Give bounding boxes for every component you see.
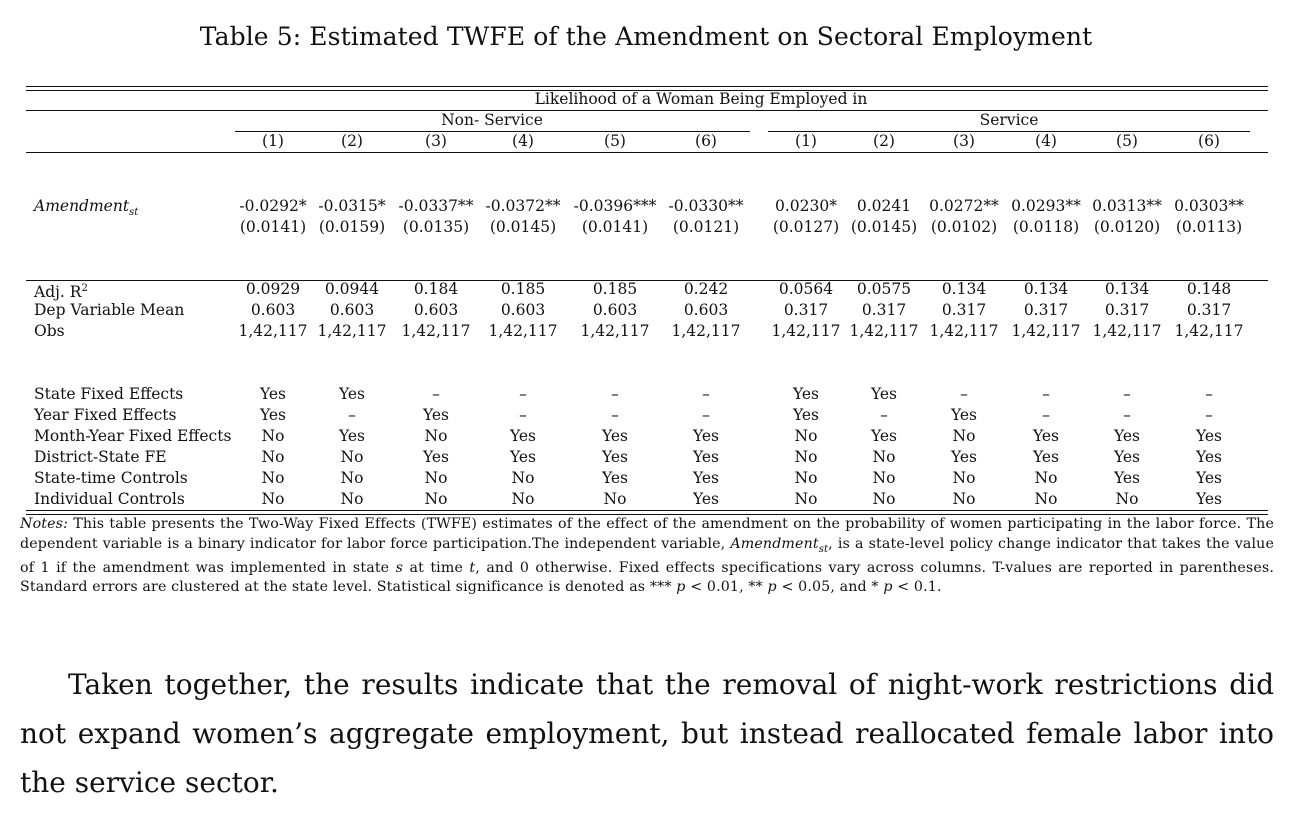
table-cell: No: [340, 469, 364, 487]
table-cell: Yes: [950, 406, 978, 424]
table-cell: No: [794, 490, 818, 508]
table-cell: No: [261, 490, 285, 508]
table-cell: No: [261, 427, 285, 445]
adj-r2-label-superscript: 2: [81, 283, 88, 294]
table-cell: –: [1123, 406, 1131, 424]
table-cell: No: [424, 427, 448, 445]
table-cell: No: [424, 469, 448, 487]
table-cell: 0.0929: [245, 280, 301, 298]
table-cell: 1,42,117: [671, 322, 741, 340]
table-cell: Yes: [692, 490, 720, 508]
table-cell: No: [603, 490, 627, 508]
table-cell: -0.0330**: [668, 197, 744, 215]
table-cell: 0.185: [592, 280, 638, 298]
table-cell: Yes: [338, 385, 366, 403]
table-cell: (0.0118): [1012, 218, 1080, 236]
state-fe-label: State Fixed Effects: [34, 385, 184, 403]
dep-mean-label: Dep Variable Mean: [34, 301, 185, 319]
table-cell: –: [1205, 406, 1213, 424]
table-cell: 0.603: [500, 301, 546, 319]
column-number: (3): [425, 132, 447, 150]
column-number: (4): [512, 132, 534, 150]
table-cell: No: [1034, 469, 1058, 487]
table-cell: 0.317: [941, 301, 987, 319]
adj-r2-label-text: Adj. R: [34, 283, 82, 302]
table-cell: (0.0121): [672, 218, 740, 236]
table-cell: Yes: [1113, 469, 1141, 487]
table-cell: –: [611, 385, 619, 403]
table-cell: 0.317: [1104, 301, 1150, 319]
column-number: (6): [695, 132, 717, 150]
table-cell: Yes: [509, 448, 537, 466]
table-cell: 0.317: [861, 301, 907, 319]
table-cell: 0.0313**: [1092, 197, 1162, 215]
table-caption: Table 5: Estimated TWFE of the Amendment on Sectoral Employment: [199, 22, 1093, 51]
table-cell: 1,42,117: [1092, 322, 1162, 340]
header-rule: [26, 110, 1268, 111]
table-cell: Yes: [950, 448, 978, 466]
bottom-rule: [26, 510, 1268, 511]
table-cell: Yes: [422, 406, 450, 424]
table-cell: Yes: [1195, 448, 1223, 466]
table-cell: Yes: [601, 469, 629, 487]
table-cell: 0.134: [1104, 280, 1150, 298]
table-cell: (0.0141): [239, 218, 307, 236]
table-cell: Yes: [259, 406, 287, 424]
table-cell: No: [511, 469, 535, 487]
table-cell: No: [261, 469, 285, 487]
notes-t: t: [469, 559, 476, 576]
adj-r2-label: [34, 280, 88, 301]
table-cell: (0.0145): [850, 218, 918, 236]
notes-text-4: , and 0 otherwise. Fixed effects specifications vary across columns. T-values are reported in parentheses. Standard errors are clustered at the state level. Statistical significance is denoted as ***: [20, 559, 1274, 596]
table-cell: 0.603: [413, 301, 459, 319]
table-cell: 0.0944: [324, 280, 380, 298]
table-cell: 1,42,117: [401, 322, 471, 340]
notes-lvl3: < 0.1.: [892, 579, 942, 596]
table-cell: 0.317: [1023, 301, 1069, 319]
table-cell: No: [340, 490, 364, 508]
table-cell: Yes: [1032, 427, 1060, 445]
column-number: (3): [953, 132, 975, 150]
table-cell: 0.0272**: [929, 197, 999, 215]
table-cell: No: [261, 448, 285, 466]
table-cell: (0.0159): [318, 218, 386, 236]
group-rule-nonservice: [235, 131, 750, 132]
year-fe-label: Year Fixed Effects: [34, 406, 177, 424]
table-cell: 0.185: [500, 280, 546, 298]
table-cell: –: [960, 385, 968, 403]
table-cell: 0.603: [329, 301, 375, 319]
table-cell: (0.0127): [772, 218, 840, 236]
column-number: (4): [1035, 132, 1057, 150]
top-rule: [26, 86, 1268, 87]
table-cell: 0.148: [1186, 280, 1232, 298]
notes-s: s: [395, 559, 404, 576]
table-cell: Yes: [422, 448, 450, 466]
table-cell: Yes: [792, 385, 820, 403]
table-cell: 0.134: [941, 280, 987, 298]
table-cell: No: [952, 427, 976, 445]
column-number: (2): [341, 132, 363, 150]
table-cell: Yes: [792, 406, 820, 424]
table-cell: 0.603: [683, 301, 729, 319]
table-cell: –: [519, 406, 527, 424]
table-cell: 0.0293**: [1011, 197, 1081, 215]
notes-p2: p: [767, 579, 777, 596]
amendment-label-subscript: st: [129, 207, 139, 219]
column-number: (5): [1116, 132, 1138, 150]
table-cell: Yes: [509, 427, 537, 445]
notes-text-1: This table presents the Two-Way Fixed Effects (TWFE) estimates of the effect of the amendment on the probability of women participating in the labor force. The dependent variable is a binary indicator for labor force participation.The independent variable,: [20, 516, 1274, 552]
table-cell: -0.0315*: [318, 197, 386, 215]
table-cell: Yes: [1032, 448, 1060, 466]
state-time-controls-label: State-time Controls: [34, 469, 188, 487]
table-cell: 1,42,117: [849, 322, 919, 340]
table-cell: No: [1115, 490, 1139, 508]
column-number: (1): [262, 132, 284, 150]
table-cell: –: [1205, 385, 1213, 403]
table-cell: No: [872, 448, 896, 466]
table-cell: –: [702, 385, 710, 403]
body-paragraph: Taken together, the results indicate that the removal of night-work restrictions did not expand women’s aggregate employment, but instead reallocated female labor into the service sector.: [20, 668, 1274, 799]
table-cell: No: [794, 469, 818, 487]
column-number: (5): [604, 132, 626, 150]
month-year-fe-label: Month-Year Fixed Effects: [34, 427, 232, 445]
notes-lvl1: < 0.01, **: [685, 579, 768, 596]
table-cell: 1,42,117: [771, 322, 841, 340]
table-cell: No: [794, 448, 818, 466]
column-number: (2): [873, 132, 895, 150]
column-number: (1): [795, 132, 817, 150]
table-cell: No: [1034, 490, 1058, 508]
notes-var-sub: st: [818, 543, 829, 555]
table-cell: (0.0113): [1175, 218, 1243, 236]
table-cell: No: [340, 448, 364, 466]
table-cell: No: [424, 490, 448, 508]
table-cell: No: [794, 427, 818, 445]
table-cell: 1,42,117: [580, 322, 650, 340]
table-cell: 1,42,117: [1174, 322, 1244, 340]
table-cell: 0.242: [683, 280, 729, 298]
table-cell: 0.0575: [856, 280, 912, 298]
table-cell: –: [348, 406, 356, 424]
table-cell: (0.0141): [581, 218, 649, 236]
table-cell: -0.0337**: [398, 197, 474, 215]
table-cell: Yes: [692, 448, 720, 466]
table-cell: -0.0292*: [239, 197, 307, 215]
notes-label: Notes:: [20, 516, 69, 532]
table-cell: Yes: [870, 427, 898, 445]
table-cell: Yes: [1113, 427, 1141, 445]
table-cell: No: [872, 469, 896, 487]
table-cell: –: [519, 385, 527, 403]
table-cell: 0.603: [592, 301, 638, 319]
table-cell: Yes: [870, 385, 898, 403]
group-rule-service: [768, 131, 1250, 132]
table-cell: –: [880, 406, 888, 424]
table-cell: 0.317: [1186, 301, 1232, 319]
table-cell: No: [952, 469, 976, 487]
table-cell: –: [1042, 406, 1050, 424]
notes-lvl2: < 0.05, and *: [776, 579, 884, 596]
table-cell: 0.0564: [778, 280, 834, 298]
table-cell: 0.603: [250, 301, 296, 319]
table-cell: (0.0145): [489, 218, 557, 236]
table-cell: Yes: [692, 469, 720, 487]
individual-controls-label: Individual Controls: [34, 490, 185, 508]
group-nonservice: Non- Service: [441, 111, 543, 129]
table-cell: No: [872, 490, 896, 508]
group-service: Service: [979, 111, 1039, 129]
table-cell: Yes: [1195, 427, 1223, 445]
table-cell: Yes: [692, 427, 720, 445]
table-cell: Yes: [601, 448, 629, 466]
table-cell: Yes: [601, 427, 629, 445]
notes-var-name: Amendment: [730, 535, 819, 552]
table-cell: -0.0396***: [573, 197, 657, 215]
table-cell: 1,42,117: [1011, 322, 1081, 340]
notes-text-3: at time: [403, 559, 470, 576]
table-cell: -0.0372**: [485, 197, 561, 215]
table-cell: No: [511, 490, 535, 508]
table-notes: [20, 515, 1274, 598]
header-top: Likelihood of a Woman Being Employed in: [534, 90, 868, 108]
table-cell: No: [952, 490, 976, 508]
table-cell: Yes: [1113, 448, 1141, 466]
table-cell: –: [611, 406, 619, 424]
table-cell: 1,42,117: [317, 322, 387, 340]
table-cell: –: [1042, 385, 1050, 403]
amendment-label: [34, 197, 138, 222]
obs-label: Obs: [34, 322, 65, 340]
table-cell: 0.0230*: [775, 197, 837, 215]
table-cell: 0.184: [413, 280, 459, 298]
column-number: (6): [1198, 132, 1220, 150]
table-cell: 0.0241: [856, 197, 912, 215]
table-cell: Yes: [1195, 490, 1223, 508]
table-cell: –: [432, 385, 440, 403]
table-cell: Yes: [259, 385, 287, 403]
table-cell: Yes: [338, 427, 366, 445]
table-cell: 0.134: [1023, 280, 1069, 298]
table-cell: 1,42,117: [488, 322, 558, 340]
notes-p3: p: [883, 579, 893, 596]
district-state-fe-label: District-State FE: [34, 448, 167, 466]
notes-text-2: , is a state-level policy change indicator that takes the value of 1 if the amendment was implemented in state: [20, 535, 1274, 576]
header-bottom-rule: [26, 152, 1268, 153]
stats-rule: [26, 280, 1268, 281]
table-cell: –: [1123, 385, 1131, 403]
table-cell: (0.0120): [1093, 218, 1161, 236]
table-cell: –: [702, 406, 710, 424]
amendment-label-text: Amendment: [34, 197, 130, 215]
table-cell: (0.0102): [930, 218, 998, 236]
table-cell: 1,42,117: [238, 322, 308, 340]
table-cell: (0.0135): [402, 218, 470, 236]
table-cell: 0.0303**: [1174, 197, 1244, 215]
table-cell: 1,42,117: [929, 322, 999, 340]
table-cell: 0.317: [783, 301, 829, 319]
notes-p1: p: [676, 579, 686, 596]
table-cell: Yes: [1195, 469, 1223, 487]
